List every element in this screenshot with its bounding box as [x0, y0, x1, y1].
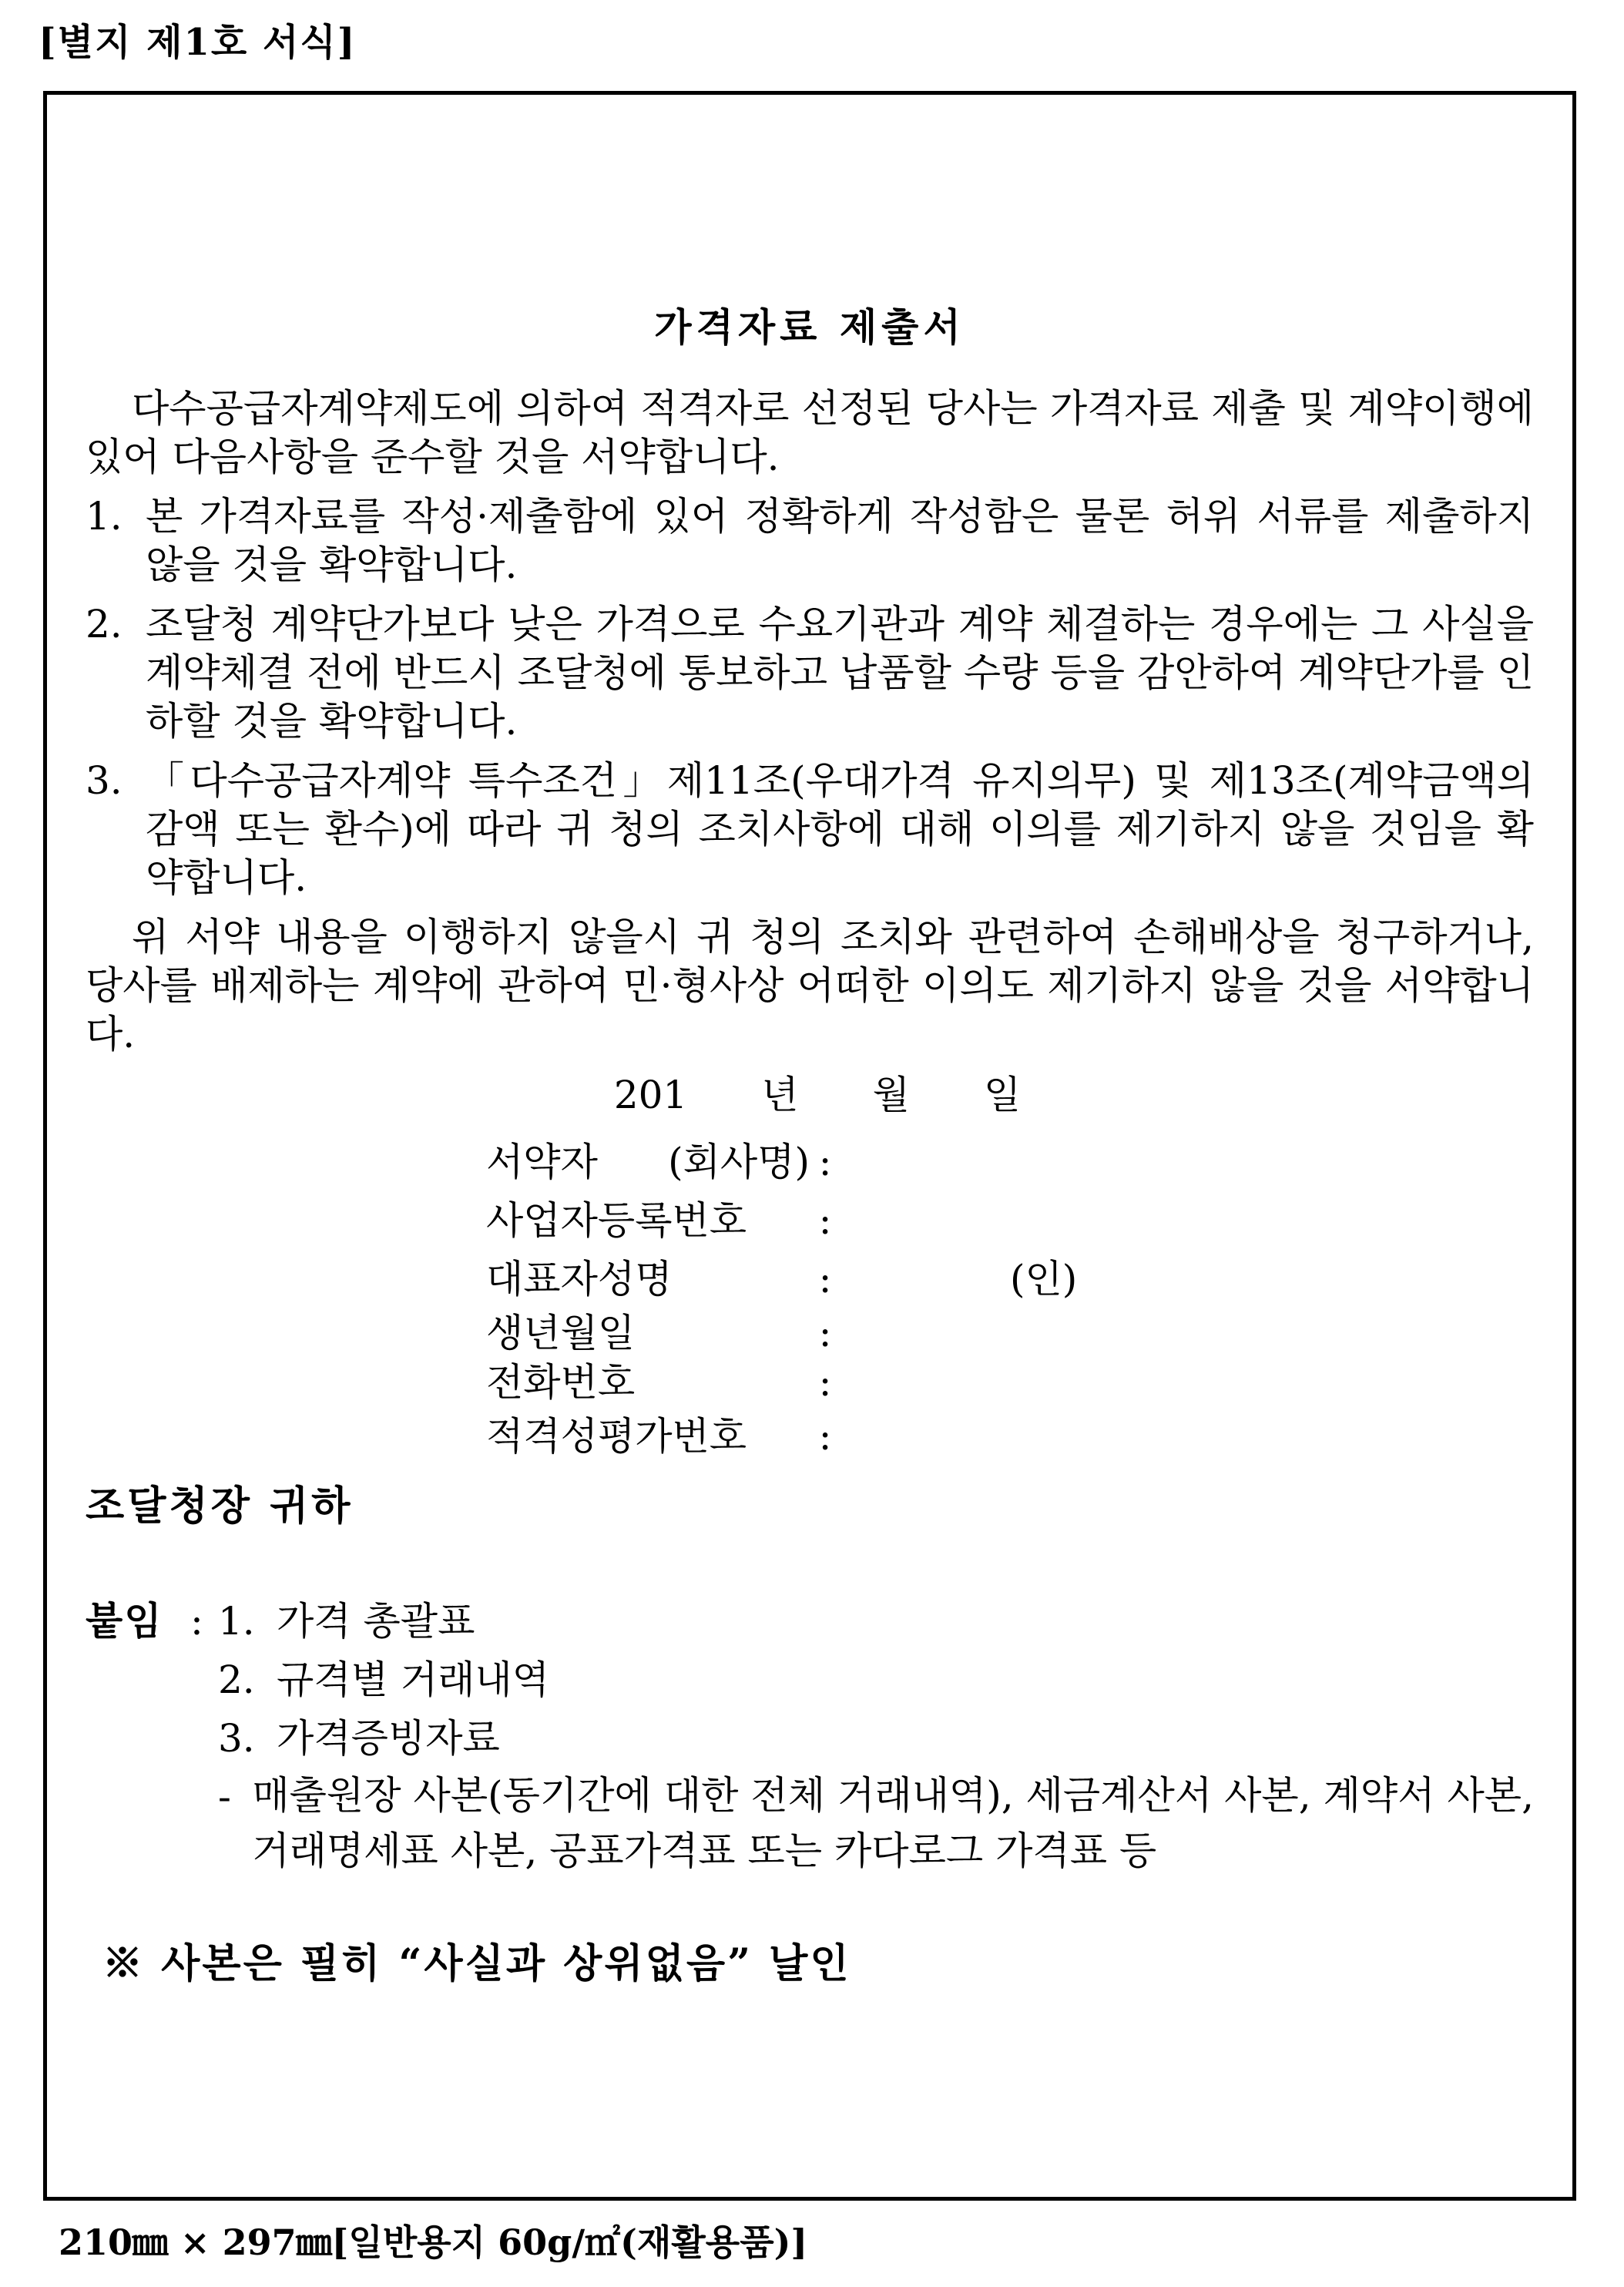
- pledge-item-number: 3.: [86, 758, 122, 803]
- attachment-number: 1.: [218, 1599, 255, 1644]
- signer-colon: :: [818, 1360, 832, 1405]
- signer-colon: :: [818, 1311, 832, 1355]
- signer-eval-row: [486, 1407, 1118, 1466]
- attachment-number: 3.: [218, 1716, 255, 1761]
- seal-mark: (인): [1010, 1257, 1078, 1301]
- signer-block: [486, 1133, 1118, 1466]
- date-day-unit: 일: [983, 1073, 1022, 1117]
- signer-rep-label: 대표자성명: [486, 1257, 673, 1301]
- attachment-number: 2.: [218, 1657, 255, 1702]
- paper-spec-footer: 210㎜ × 297㎜[일반용지 60g/㎡(재활용품)]: [59, 2222, 808, 2263]
- attachment-item-2: [218, 1651, 1534, 1709]
- attachment-sub-text: 매출원장 사본(동기간에 대한 전체 거래내역), 세금계산서 사본, 계약서 사본, 거래명세표 사본, 공표가격표 또는 카다로그 가격표 등: [252, 1773, 1534, 1873]
- document-title: 가격자료 제출서: [654, 304, 965, 350]
- attachments-label: 붙임: [86, 1598, 163, 1644]
- signer-colon: :: [818, 1140, 832, 1184]
- pledge-item-text: 본 가격자료를 작성·제출함에 있어 정확하게 작성함은 물론 허위 서류를 제출하지 않을 것을 확약합니다.: [146, 494, 1534, 587]
- attachments-first-row: [86, 1592, 1534, 1651]
- attachments-colon: :: [190, 1599, 203, 1644]
- attachments-list: [218, 1651, 1534, 1879]
- signer-colon: :: [818, 1198, 832, 1243]
- signer-birth-label: 생년월일: [486, 1311, 636, 1355]
- date-year-unit: 년: [761, 1073, 799, 1117]
- signer-company-row: [486, 1133, 1118, 1191]
- signer-rep-row: [486, 1250, 1118, 1308]
- notice-text: ※ 사본은 필히 “사실과 상위없음” 날인: [102, 1940, 851, 1987]
- pledge-item-text: 「다수공급자계약 특수조건」제11조(우대가격 유지의무) 및 제13조(계약금액의 감액 또는 환수)에 따라 귀 청의 조치사항에 대해 이의를 제기하지 않을 것임을 확약합니다.: [146, 758, 1534, 900]
- signer-colon: :: [818, 1257, 832, 1301]
- pledge-item-1: [86, 492, 1534, 589]
- signer-bizno-label: 사업자등록번호: [486, 1198, 747, 1243]
- attachment-text: 규격별 거래내역: [277, 1657, 549, 1702]
- pledge-item-number: 2.: [86, 602, 122, 646]
- signer-bizno-row: [486, 1191, 1118, 1250]
- pledge-item-text: 조달청 계약단가보다 낮은 가격으로 수요기관과 계약 체결하는 경우에는 그 사실을 계약체결 전에 반드시 조달청에 통보하고 납품할 수량 등을 감안하여 계약단가를 인하할 것을 확약합니다.: [146, 602, 1534, 744]
- form-number-label: [별지 제1호 서식]: [39, 21, 357, 64]
- attachments-block: [86, 1592, 1534, 1879]
- intro-paragraph: 다수공급자계약제도에 의하여 적격자로 선정된 당사는 가격자료 제출 및 계약이행에 있어 다음사항을 준수할 것을 서약합니다.: [86, 386, 1534, 479]
- pledge-item-number: 1.: [86, 494, 122, 539]
- attachment-sub-dash: -: [218, 1775, 231, 1819]
- signer-birth-row: [486, 1308, 1118, 1358]
- attachment-subitem: [218, 1768, 1534, 1879]
- closing-paragraph: 위 서약 내용을 이행하지 않을시 귀 청의 조치와 관련하여 손해배상을 청구하거나, 당사를 배제하는 계약에 관하여 민·형사상 어떠한 이의도 제기하지 않을 것을 서약합니다.: [86, 915, 1534, 1056]
- pledge-item-2: [86, 600, 1534, 746]
- date-line: [86, 1068, 1534, 1122]
- signer-phone-row: [486, 1358, 1118, 1407]
- attachment-text: 가격 총괄표: [277, 1599, 475, 1644]
- addressee: 조달청장 귀하: [86, 1483, 354, 1530]
- pledge-list: [86, 492, 1534, 902]
- signer-colon: :: [818, 1414, 832, 1459]
- signer-phone-label: 전화번호: [486, 1360, 636, 1405]
- signer-company-label: 서약자 (회사명): [486, 1140, 810, 1184]
- document-content: [86, 297, 1534, 1989]
- pledge-item-3: [86, 757, 1534, 902]
- signer-eval-label: 적격성평가번호: [486, 1414, 747, 1459]
- attachment-text: 가격증빙자료: [277, 1716, 500, 1761]
- document-frame: [43, 91, 1576, 2201]
- date-year: 201: [613, 1073, 688, 1117]
- date-month-unit: 월: [872, 1073, 910, 1117]
- attachment-item-3: [218, 1709, 1534, 1768]
